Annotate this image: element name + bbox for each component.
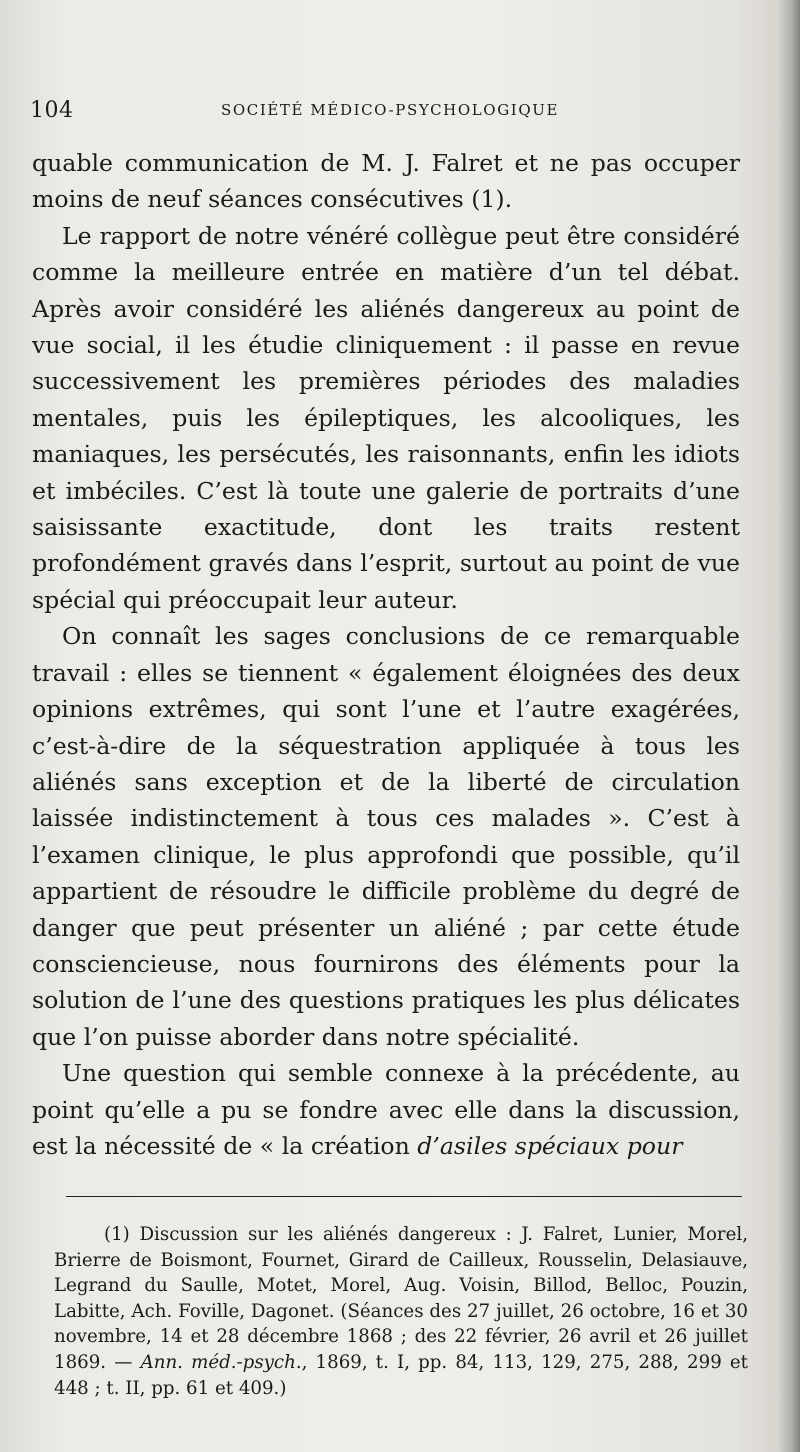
page-number: 104 (30, 98, 74, 123)
paragraph-4 (32, 1055, 740, 1164)
paragraph-4-italic: d’asiles spéciaux pour (417, 1131, 683, 1160)
footnote-1 (54, 1222, 748, 1401)
page-header (30, 98, 750, 130)
paragraph-3: On connaît les sages conclusions de ce remarquable travail : elles se tiennent « également éloignées des deux opinions extrêmes, qui sont l’une et l’autre exagérées, c’est-à-dire de la séquestration appliquée à tous les aliénés sans exception et de la liberté de circulation laissée indistinctement à tous ces malades ». C’est à l’examen clinique, le plus approfondi que possible, qu’il appartient de résoudre le difficile problème du degré de danger que peut présenter un aliéné ; par cette étude consciencieuse, nous fournirons des éléments pour la solution de l’une des questions pratiques les plus délicates que l’on puisse aborder dans notre spécialité. (32, 622, 740, 1051)
footnote-divider (66, 1196, 742, 1197)
body-text (32, 145, 740, 1164)
page-gutter-shadow (778, 0, 800, 1452)
footnote (54, 1222, 748, 1401)
footnote-text-end: , 1869, t. I, pp. 84, 113, 129, 275, 288, 299 et 448 ; t. II, pp. 61 et 409.) (54, 1351, 748, 1399)
paragraph-1: quable communication de M. J. Falret et ne pas occuper moins de neuf séances consécutives (1). (32, 149, 740, 214)
paragraph-4-text: Une question qui semble connexe à la précédente, au point qu’elle a pu se fondre avec elle dans la discussion, est la nécessité de « la création (32, 1059, 740, 1160)
paragraph-2: Le rapport de notre vénéré collègue peut être considéré comme la meilleure entrée en matière d’un tel débat. Après avoir considéré les aliénés dangereux au point de vue social, il les étudie cliniquement : il passe en revue successivement les premières périodes des maladies mentales, puis les épileptiques, les alcooliques, les maniaques, les persécutés, les raisonnants, enfin les idiots et imbéciles. C’est là toute une galerie de portraits d’une saisissante exactitude, dont les traits restent profondément gravés dans l’esprit, surtout au point de vue spécial qui préoccupait leur auteur. (32, 221, 740, 614)
running-title: SOCIÉTÉ MÉDICO-PSYCHOLOGIQUE (220, 101, 560, 119)
footnote-journal: Ann. méd.-psych. (140, 1351, 302, 1373)
footnote-text-start: (1) Discussion sur les aliénés dangereux : J. Falret, Lunier, Morel, Brierre de Boismont, Fournet, Girard de Cailleux, Rousselin, Delasiauve, Legrand du Saulle, Motet, Morel, Aug. Voisin, Billod, Belloc, Pouzin, Labitte, Ach. Foville, Dagonet. (Séances des 27 juillet, 26 octobre, 16 et 30 novembre, 14 et 28 décembre 1868 ; des 22 février, 26 avril et 26 juillet 1869. — (54, 1224, 748, 1373)
